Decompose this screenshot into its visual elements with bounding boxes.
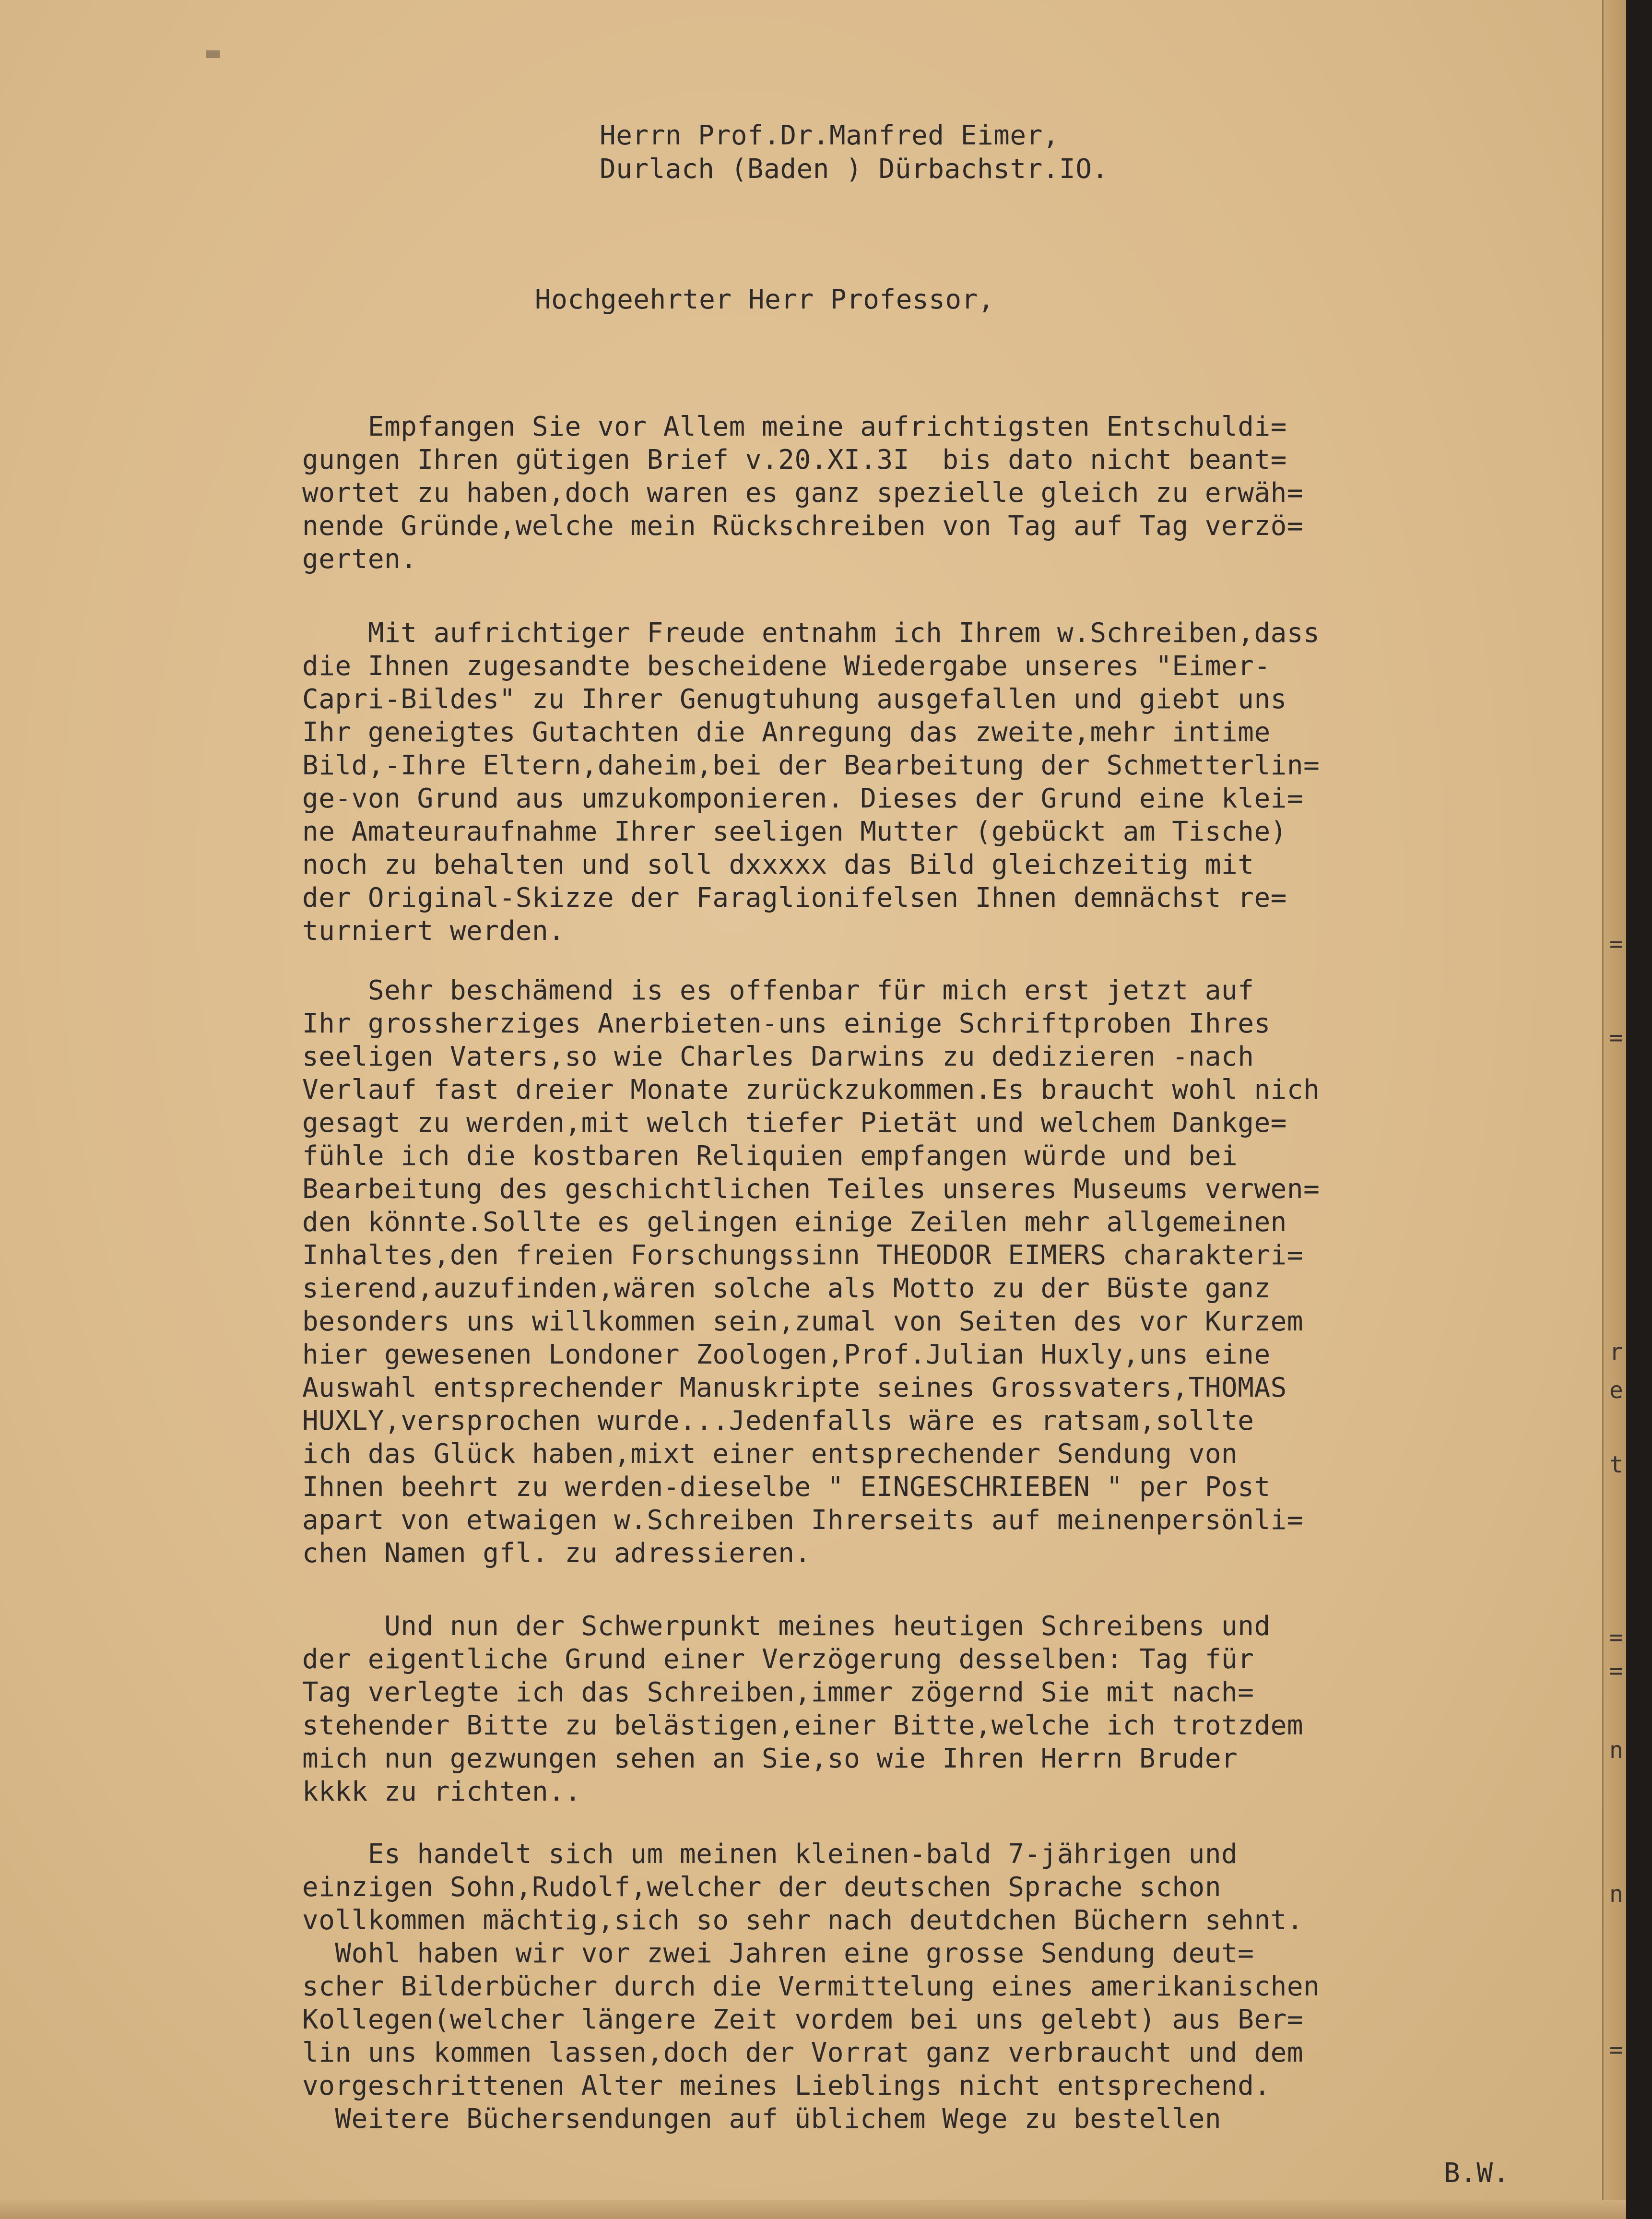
text-line: gungen Ihren gütigen Brief v.20.XI.3I bis dato nicht beant= <box>302 444 1287 475</box>
text-line: Bild,-Ihre Eltern,daheim,bei der Bearbeitung der Schmetterlin= <box>302 750 1320 781</box>
text-line: einzigen Sohn,Rudolf,welcher der deutschen Sprache schon <box>302 1872 1222 1903</box>
margin-fragment: t <box>1609 1451 1623 1478</box>
text-line: Mit aufrichtiger Freude entnahm ich Ihrem w.Schreiben,dass <box>302 617 1320 649</box>
staple-mark <box>206 50 220 58</box>
scan-background <box>1626 0 1652 2219</box>
paragraph-apology <box>302 410 1303 576</box>
text-line: der eigentliche Grund einer Verzögerung desselben: Tag für <box>302 1644 1254 1675</box>
text-line: ich das Glück haben,mixt einer entsprechender Sendung von <box>302 1438 1238 1470</box>
text-line: stehender Bitte zu belästigen,einer Bitte,welche ich trotzdem <box>302 1710 1304 1741</box>
recipient-address <box>600 119 1109 186</box>
text-line: Ihr geneigtes Gutachten die Anregung das zweite,mehr intime <box>302 717 1271 748</box>
text-line: scher Bilderbücher durch die Vermittelung eines amerikanischen <box>302 1971 1320 2002</box>
text-line: turniert werden. <box>302 915 565 947</box>
paragraph-request <box>302 1610 1303 1808</box>
margin-fragment: = <box>1609 2037 1623 2064</box>
margin-fragment: r <box>1609 1339 1623 1365</box>
paragraph-painting <box>302 617 1320 948</box>
text-line: kkkk zu richten.. <box>302 1776 581 1807</box>
text-line: Auswahl entsprechender Manuskripte seines Grossvaters,THOMAS <box>302 1372 1287 1403</box>
text-line: mich nun gezwungen sehen an Sie,so wie Ihren Herrn Bruder <box>302 1743 1238 1774</box>
margin-fragment: = <box>1609 1658 1623 1685</box>
text-line: seeligen Vaters,so wie Charles Darwins zu dedizieren -nach <box>302 1041 1254 1072</box>
margin-fragment: = <box>1609 1024 1623 1051</box>
text-line: Wohl haben wir vor zwei Jahren eine grosse Sendung deut= <box>302 1938 1254 1969</box>
text-line: fühle ich die kostbaren Reliquien empfangen würde und bei <box>302 1140 1238 1172</box>
address-line-2: Durlach (Baden ) Dürbachstr.IO. <box>600 154 1109 185</box>
text-line: gerten. <box>302 544 417 575</box>
text-line: besonders uns willkommen sein,zumal von Seiten des vor Kurzem <box>302 1306 1304 1337</box>
text-line: Capri-Bildes" zu Ihrer Genugtuhung ausgefallen und giebt uns <box>302 684 1287 715</box>
text-line: Und nun der Schwerpunkt meines heutigen Schreibens und <box>302 1611 1271 1642</box>
text-line: Ihnen beehrt zu werden-dieselbe " EINGESCHRIEBEN " per Post <box>302 1471 1271 1503</box>
text-line: Weitere Büchersendungen auf üblichem Wege zu bestellen <box>302 2103 1222 2135</box>
text-line: hier gewesenen Londoner Zoologen,Prof.Julian Huxly,uns eine <box>302 1339 1271 1370</box>
paragraph-manuscripts <box>302 974 1320 1570</box>
text-line: nende Gründe,welche mein Rückschreiben von Tag auf Tag verzö= <box>302 510 1304 542</box>
text-line: sierend,auzufinden,wären solche als Motto zu der Büste ganz <box>302 1273 1271 1304</box>
address-line-1: Herrn Prof.Dr.Manfred Eimer, <box>600 120 1060 151</box>
salutation: Hochgeehrter Herr Professor, <box>535 284 995 315</box>
text-line: Sehr beschämend is es offenbar für mich erst jetzt auf <box>302 975 1254 1006</box>
margin-fragments <box>1609 0 1624 2219</box>
text-line: HUXLY,versprochen wurde...Jedenfalls wäre es ratsam,sollte <box>302 1405 1254 1436</box>
margin-fragment: e <box>1609 1377 1623 1404</box>
text-line: ne Amateuraufnahme Ihrer seeligen Mutter (gebückt am Tische) <box>302 816 1287 847</box>
text-line: Ihr grossherziges Anerbieten-uns einige Schriftproben Ihres <box>302 1008 1271 1039</box>
margin-fragment: = <box>1609 931 1623 958</box>
text-line: der Original-Skizze der Faraglionifelsen Ihnen demnächst re= <box>302 882 1287 914</box>
text-line: Es handelt sich um meinen kleinen-bald 7-jährigen und <box>302 1839 1238 1870</box>
text-line: den könnte.Sollte es gelingen einige Zeilen mehr allgemeinen <box>302 1207 1287 1238</box>
text-line: noch zu behalten und soll dxxxxx das Bild gleichzeitig mit <box>302 849 1254 880</box>
text-line: vorgeschrittenen Alter meines Lieblings nicht entsprechend. <box>302 2070 1271 2101</box>
text-line: Verlauf fast dreier Monate zurückzukommen.Es braucht wohl nich <box>302 1074 1320 1105</box>
margin-fragment: = <box>1609 1624 1623 1651</box>
margin-fragment: n <box>1609 1737 1623 1764</box>
text-line: vollkommen mächtig,sich so sehr nach deutdchen Büchern sehnt. <box>302 1905 1304 1936</box>
text-line: Kollegen(welcher längere Zeit vordem bei uns gelebt) aus Ber= <box>302 2004 1304 2035</box>
text-line: Empfangen Sie vor Allem meine aufrichtigsten Entschuldi= <box>302 411 1287 442</box>
text-line: chen Namen gfl. zu adressieren. <box>302 1538 811 1569</box>
text-line: apart von etwaigen w.Schreiben Ihrerseits auf meinenpersönli= <box>302 1505 1304 1536</box>
text-line: ge-von Grund aus umzukomponieren. Dieses der Grund eine klei= <box>302 783 1304 814</box>
margin-fragment: n <box>1609 1881 1623 1908</box>
bottom-edge <box>0 2200 1626 2219</box>
text-line: gesagt zu werden,mit welch tiefer Pietät und welchem Dankge= <box>302 1107 1287 1139</box>
text-line: Inhaltes,den freien Forschungssinn THEODOR EIMERS charakteri= <box>302 1240 1304 1271</box>
signature-initials: B.W. <box>1444 2158 1510 2189</box>
text-line: lin uns kommen lassen,doch der Vorrat ganz verbraucht und dem <box>302 2037 1304 2068</box>
text-line: Bearbeitung des geschichtlichen Teiles unseres Museums verwen= <box>302 1174 1320 1205</box>
text-line: die Ihnen zugesandte bescheidene Wiedergabe unseres "Eimer- <box>302 651 1271 682</box>
paragraph-son <box>302 1838 1320 2136</box>
text-line: Tag verlegte ich das Schreiben,immer zögernd Sie mit nach= <box>302 1677 1254 1708</box>
text-line: wortet zu haben,doch waren es ganz spezielle gleich zu erwäh= <box>302 477 1304 509</box>
